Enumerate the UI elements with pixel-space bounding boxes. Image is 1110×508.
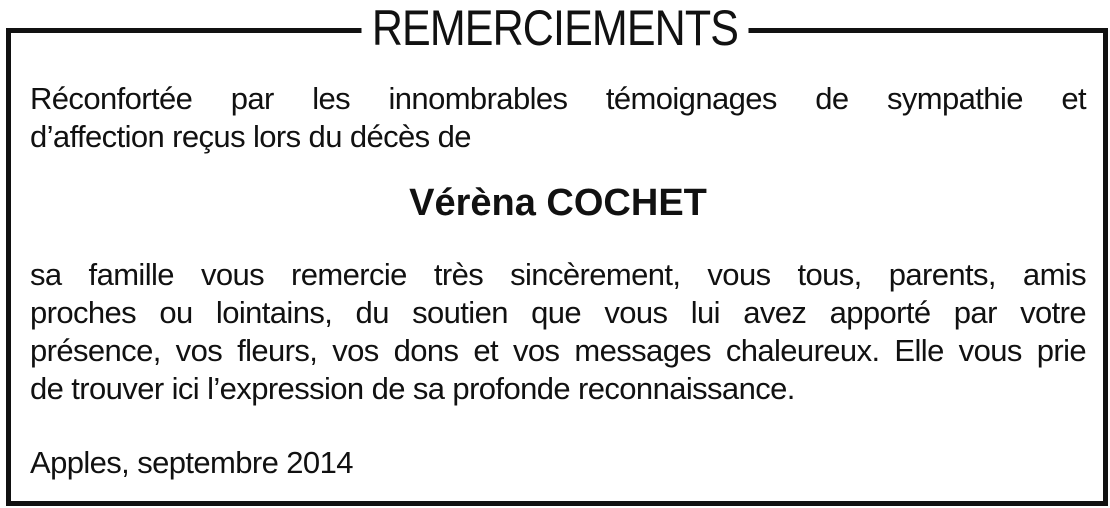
intro-line-2: d’affection reçus lors du décès de [30,119,471,154]
intro-paragraph [30,80,1086,158]
body-paragraph [30,256,1086,408]
notice-title: REMERCIEMENTS [362,0,749,56]
deceased-name: Vérèna COCHET [409,182,707,224]
notice-content [30,80,1086,480]
signoff-line: Apples, septembre 2014 [30,445,353,480]
body-line-1: sa famille vous remercie très sincèrement, vous tous, parents, amis [30,257,1086,292]
body-line-3: présence, vos fleurs, vos dons et vos messages chaleureux. Elle vous prie [30,333,1086,368]
body-line-4: de trouver ici l’expression de sa profonde reconnaissance. [30,371,795,406]
intro-line-1: Réconfortée par les innombrables témoignages de sympathie et [30,81,1086,116]
notice-title-wrap [0,0,1110,56]
body-line-2: proches ou lointains, du soutien que vous lui avez apporté par votre [30,295,1086,330]
